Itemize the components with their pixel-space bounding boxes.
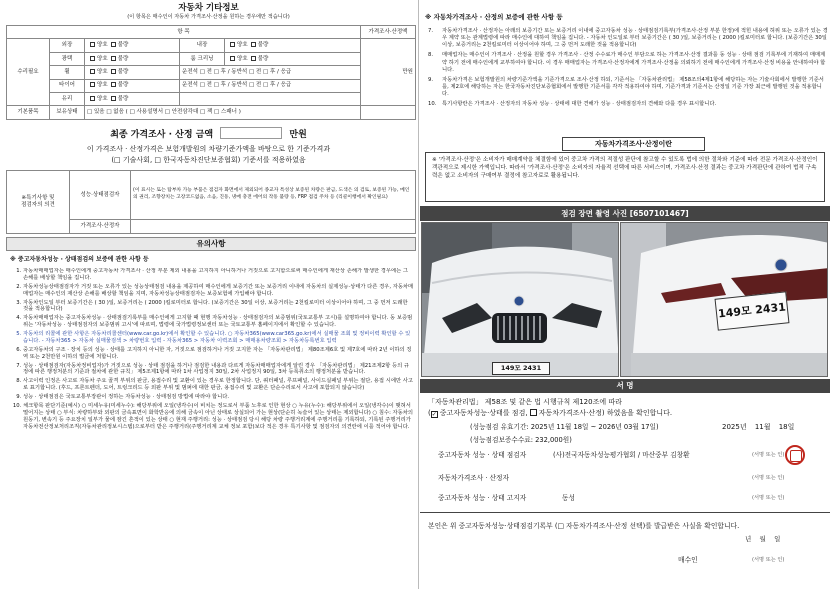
checkbox[interactable] [251, 42, 256, 47]
checkbox[interactable] [230, 56, 235, 61]
notice-item: 4. 자동차매매업자는 중고자동차성능 · 상태점검기록부를 매수인에게 고지할 때 현행 자동차성능 · 상태점검자의 보증범위(국토교통부 고시)를 설명하여야 합니다. 동 보증범위는 '자동차성능 · 상태점검자의 보증범위 고시'에 따르며, 법령에 국가법령정보센터 또는 국토교통부 홈페이지에서 확인할 수 있습니다. [23, 315, 414, 329]
sign-title: 서 명 [420, 379, 830, 393]
sign-year: 2025년 [722, 423, 747, 431]
notice-item: 7. 성능 · 상태점검자(자동차정비업자)가 거짓으로 성능 · 상태 점검을 하거나 점검한 내용과 다르게 자동차매매업자에게 알린 경우 「자동차관리법」 제21조제2항 등의 규정에 따른 행정처분의 기준과 절차에 관한 규칙」 제5조제1항에 따라 1차 사업정지 30일, 2차 사업정지 90일, 3차 등록취소의 행정처분을 받습니다. [23, 363, 414, 377]
checkbox[interactable] [90, 56, 95, 61]
basic-values: □ 있음 □ 없음 ( □ 사용설명서 □ 안전삼각대 □ 잭 □ 스패너 ) [85, 106, 361, 119]
item-text: 자동차가격조사 · 산정자는 아래의 보증기간 또는 보증거리 이내에 중고자동차 성능 · 상태점검기록부(가격조사·산정 부분 한정)에 적힌 내용에 허위 또는 오류가 있는 경우 계약 또는 관계법령에 따라 매수인에 대하여 책임을 집니다. - 자동차 인도일로 부터 보증기간은 ( 30 )일, 보증거리는 ( 2000 )킬로미터로 합니다. (보증기간은 30일 이상, 보증거리는 2천킬로미터 이상이어야 하며, 그 중 먼저 도래한 것을 적용합니다) [442, 28, 828, 49]
sign-line1: 「자동차관리법」 제58조 및 같은 법 시행규칙 제120조에 따라 [428, 398, 622, 406]
checkbox[interactable] [90, 82, 95, 87]
item-number: 8. [428, 52, 434, 59]
row-name: 외장 [50, 39, 85, 52]
basic-item: 보유상태 [50, 106, 85, 119]
sign-fee: (성능점검보증수수료: 232,000원) [470, 436, 572, 444]
special-col1-text: (이 표시는 또는 탑부차 가능 부품은 점검자 화면에서 제외되어 종교자 특성상 보증된 차량은 판금, 도색은 의 검토, 보증된 가능, 메인의 권리, 조향장치는 고장코드없음, 소음, 진동, 냉매 충전 에어의 작동 불량 등, FRP 점검 주차 등 (리콜이행에서 확인필요) [131, 171, 416, 220]
notice-list [10, 268, 414, 586]
sign-line2: (✓ 중고자동차성능·상태를 점검, 자동차가격조사·산정) 하였음을 확인합니다. [428, 409, 673, 418]
notifier-label: 중고자동차 성능 · 상태 고지자 [438, 494, 527, 502]
standard-text: 이 가격조사 · 산정가격은 보험개발원의 차량기준가액을 바탕으로 한 기준가격과 [86, 145, 331, 153]
official-seal-icon [785, 445, 805, 465]
row-name2: 내장 [180, 39, 225, 52]
item-text: 특기사항란은 가격조사 · 산정자의 자동차 성능 · 상태에 대한 견해가 성능 · 상태점검자의 견해와 다를 경우 표시합니다. [442, 101, 717, 108]
header-price: 가격조사·산정액 [361, 26, 416, 39]
checkbox[interactable] [90, 96, 95, 101]
repair-table: 항 목 가격조사·산정액 수리필요 외장 양호 불량 내장 양호 불량 만원 광택 양호 불량 룸 크리닝 양호 불량 휠 양호 불량 운전석 □ 전 □ 후 / 동반석 □ 전 □ 후 / 응급 타이어 양호 불량 운전석 □ 전 □ 후 / 동반석 □ 전 □ 후 / 응급 유리 양호 불량 기본품목 보유상태 □ 있음 □ 없음 ( □ 사용설명서 □ 안전삼각대 □ 잭 □ 스패너 ) [6, 25, 416, 120]
rear-plate: 149모 2431 [715, 291, 790, 330]
item-number: 10. [428, 101, 437, 108]
item-number: 9. [428, 76, 434, 83]
checked-checkbox[interactable]: ✓ [431, 411, 437, 418]
photo-title: 점검 장면 촬영 사진 [561, 209, 628, 218]
checkbox[interactable] [251, 56, 256, 61]
notice-item: 9. 성능 · 상태점검은 국토교통부장관이 정하는 자동차성능 · 상태점검 방법에 따라야 합니다. [23, 394, 414, 401]
notice-item: 8. 사고이력 인정은 사고로 자동차 주요 골격 부위의 판금, 용접수리 및 교환이 있는 경우로 한정합니다. 단, 쿼터패널, 루프패널, 사이드실패널 부위는 절단, 용접 시에만 사고로 표기합니다. (후드, 프론트펜더, 도어, 트렁크리드 등 외판 부위 및 범퍼에 대한 판금, 용접수리 및 교환은 단순수리로서 사고에 포함되지 않습니다) [23, 378, 414, 392]
basic-label: 기본품목 [7, 106, 50, 119]
notice-item: 2. 자동차성능상태점검자가 거짓 또는 오류가 있는 성능상태점검 내용을 제공하여 매수인에게 보증기간 또는 보증거리 이내에 자동차의 실제성능·상태가 다른 경우, 자동차매매업자는 매수인의 재산상 손해를 배상할 책임을 지며, 자동차성능상태점검자는 보증보험에 가입해야 합니다. [23, 284, 414, 298]
tire-extra: 운전석 □ 전 □ 후 / 동반석 □ 전 □ 후 / 응급 [180, 79, 361, 92]
item-text: 자동차가격은 보험개발원의 차량기준가액을 기준가격으로 조사·산정 하되, 기준서는 「자동차관리법」 제58조의4제1항에 해당하는 자는 기술사회에서 발행한 기준서를, 제2호에 해당하는 자는 한국자동차진단보증협회에서 발행한 기준서를 각각 적용하여야 하며, 기준가격과 기준서는 산정일 기준 가장 최근에 발행된 것을 적용합니다. [442, 76, 824, 98]
price-label: 자동차가격조사 · 산정자 [438, 474, 509, 482]
sign-date [722, 423, 794, 431]
car-front-photo [421, 222, 619, 377]
buyer-sign: (서명 또는 인) [752, 557, 785, 563]
inspector-label: 중고자동차 성능 · 상태 점검자 [438, 451, 527, 459]
divider [420, 512, 830, 513]
photo-title-bar [420, 206, 830, 221]
checkbox[interactable] [111, 42, 116, 47]
special-col2: 가격조사·산정자 [70, 220, 131, 234]
notice-heading: ※ 중고자동차성능 · 상태점검의 보증에 관한 사항 등 [10, 256, 149, 263]
notice-item: 10. 체크항목 판단기준(예시) ○ 미세누유(미세누수): 해당부위에 오일(냉각수)이 비치는 정도로서 부품 노후로 인한 현상 ○ 누유(누수): 해당부위에서 오일(냉각수)이 맺혀서 떨어지는 상태 ○ 부식: 차량하부와 외판의 금속표면이 화학반응에 의해 금속이 아닌 상태로 상실되어 가는 현상(단순히 녹슬어 있는 상태는 제외합니다) ○ 침수: 자동차의 원동기, 변속기 등 주요장치 일부가 물에 잠긴 흔적이 있는 상태 ○ 현재 주행거리: 성능 · 상태점검 당시 해당 차량 주행거리계에 주행거리를 기록하되, 기록된 주행거리가 자동차전산정보처리조직(자동차관리정보시스템)으로부터 받은 주행거리(주행거리계 교체 정보 포함)보다 적은 경우 특기사항 및 점검자의 의견란에 이를 적어야 합니다. [23, 403, 414, 431]
final-price-box[interactable] [220, 127, 282, 139]
notice-item: 3. 자동차인도일 부터 보증기간은 ( 30 )일, 보증거리는 ( 2000 )킬로미터로 합니다. (보증기간은 30일 이상, 보증거리는 2천킬로미터 이상이어야 하며, 그 중 먼저 도래한 것을 적용합니다) [23, 300, 414, 314]
sign-month: 11월 [754, 423, 771, 431]
sign-day: 18일 [778, 423, 795, 431]
final-price-row [0, 127, 417, 141]
row-name: 타이어 [50, 79, 85, 92]
row-name: 유리 [50, 92, 85, 105]
special-col1: 성능·상태점검자 [70, 171, 131, 220]
sign-period: (성능점검 유효기간: 2025년 11월 18일 ~ 2026년 03월 17일) [470, 423, 659, 431]
left-title: 자동차 기타정보 [178, 3, 239, 13]
right-section-title: ※ 자동차가격조사 · 산정의 보증에 관한 사항 등 [425, 13, 563, 21]
consult-text: ※ '가격조사·산정'은 소비자가 매매계약을 체결함에 있어 중고차 가격의 적절성 판단에 참고할 수 있도록 법에 의한 절차와 기준에 따라 전문 가격조사·산정인이 객관적으로 제시한 가액입니다. 따라서 '가격조사·산정'은 소비자의 자율적 선택에 따른 서비스이며, 가격조사·산정 결과는 중고차 가격판단에 관하여 법적 구속력은 없고 소비자의 구매여부 결정에 참고자료로 활용됩니다. [425, 152, 825, 202]
inspector-sign: (서명 또는 인) [752, 452, 785, 458]
inspector-name: (사)전국자동차성능평가협회 / 마산중부 김창환 [553, 451, 690, 459]
checkbox[interactable] [111, 82, 116, 87]
notice-title: 유의사항 [6, 237, 416, 251]
checkbox[interactable] [530, 409, 537, 416]
standard-text-2: (□ 기술사회, □ 한국자동차진단보증협회) 기준서를 적용하였음 [111, 156, 306, 164]
car-front-illustration [422, 223, 619, 377]
checkbox[interactable] [111, 69, 116, 74]
final-price-label: 최종 가격조사 · 산정 금액 [110, 130, 214, 140]
row-name: 휠 [50, 66, 85, 79]
checkbox[interactable] [90, 69, 95, 74]
notifier-name: 동성 [562, 494, 575, 502]
photo-id: [6507101467] [629, 209, 689, 218]
car-rear-photo [620, 222, 828, 377]
front-plate: 149모 2431 [492, 362, 550, 375]
right-items [428, 28, 828, 111]
checkbox[interactable] [111, 96, 116, 101]
row-name: 광택 [50, 52, 85, 65]
receipt-text: 본인은 위 중고자동차성능·상태점검기록부 (□ 자동차가격조사·산정 선택)를 발급받은 사실을 확인합니다. [428, 522, 740, 530]
final-price-unit: 만원 [289, 130, 307, 140]
notice-item: 6. 중고자동차의 구조 · 장치 등의 성능 · 상태를 고지하지 아니한 자, 거짓으로 점검하거나 거짓 고지한 자는 「자동차관리법」 제80조제6호 및 제7호에 따라 2년 이하의 징역 또는 2천만원 이하의 벌금에 처합니다. [23, 347, 414, 361]
checkbox[interactable] [90, 42, 95, 47]
row-name2: 룸 크리닝 [180, 52, 225, 65]
notice-item: 5. 자동차의 리콜에 관한 사항은 자동차리콜센터(www.car.go.kr)에서 확인할 수 있습니다. ○ 자동차365(www.car365.go.kr)에서 실매물 조회 및 정비이력 확인할 수 있습니다. - 자동차365 > 자동차 실매물검색 > 차량번호 입력 - 자동차365 > 자동차 이력조회 > 매매용차량조회 > 자동차등록번호 입력 [23, 331, 414, 345]
won-unit: 만원 [361, 39, 416, 106]
receipt-date: 년 월 일 [745, 535, 781, 543]
header-item: 항 목 [7, 26, 361, 39]
special-label-1: ※특기사항 및 [21, 195, 55, 202]
checkbox[interactable] [111, 56, 116, 61]
column-divider [418, 0, 419, 589]
notice-item: 1. 자동차매매업자는 매수인에게 중고자동차 가격조사 · 산정 부분 제외 내용을 고지하지 아니하거나 거짓으로 고지함으로써 매수인에게 재산상 손해가 발생한 경우에는 그 손해를 배상할 책임을 집니다. [23, 268, 414, 282]
checkbox[interactable] [230, 42, 235, 47]
price-sign: (서명 또는 인) [752, 475, 785, 481]
item-text: 매매업자는 매수인이 가격조사 · 산정을 원할 경우 가격조사 · 산정 수수료가 매수인 부담으로 하는 가격조사·산정 결과를 동 성능 · 상태 점검 기록부에 기재하여 매매계약 하기 전에 매수인에게 교부하여야 합니다. 이 경우 매매업자는 가격조사·산정자에게 가격조사·산정을 의뢰하기 전에 매수인에게 가격조사·산정 비용을 안내하여야 합니다. [442, 52, 826, 73]
sign-line2a: 중고자동차성능·상태를 점검, [439, 409, 528, 417]
sign-line2b: 자동차가격조사·산정) 하였음을 확인합니다. [538, 409, 673, 417]
item-number: 7. [428, 28, 434, 34]
special-label-2: 점검자의 의견 [21, 202, 55, 208]
left-subtitle: (이 항목은 매수인이 자동차 가격조사·산정을 원하는 경우에만 적습니다) [127, 14, 290, 20]
notifier-sign: (서명 또는 인) [752, 495, 785, 501]
special-notes-table [6, 170, 416, 234]
wheel-extra: 운전석 □ 전 □ 후 / 동반석 □ 전 □ 후 / 응급 [180, 66, 361, 79]
consult-title: 자동차가격조사·산정이란 [562, 137, 705, 151]
repair-group-label: 수리필요 [7, 39, 50, 106]
buyer-label: 매수인 [678, 556, 698, 564]
